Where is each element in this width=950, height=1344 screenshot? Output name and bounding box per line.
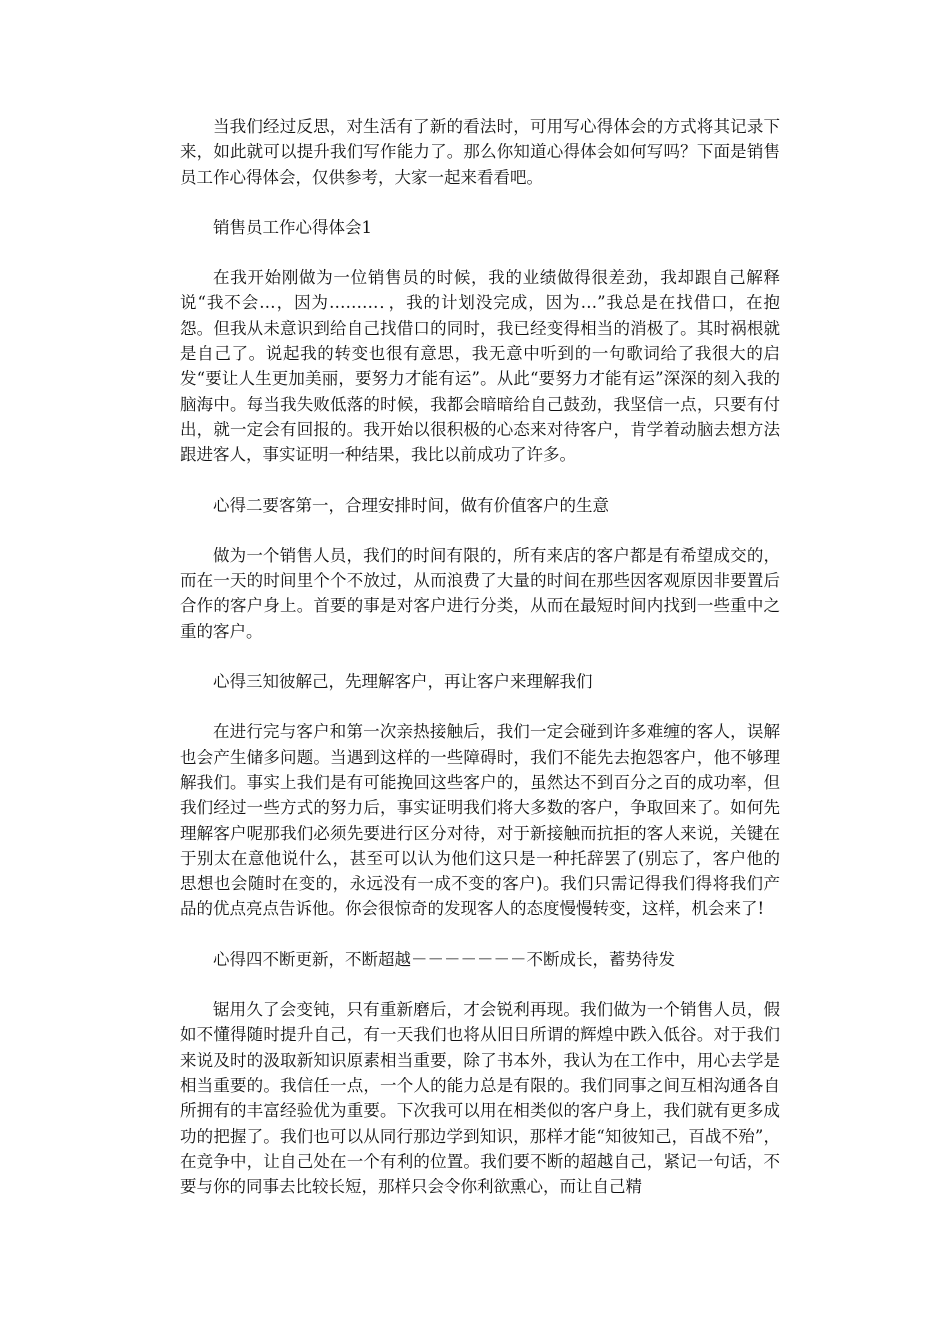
- experience-four-heading: 心得四不断更新，不断超越－－－－－－－不断成长，蓄势待发: [213, 949, 675, 969]
- experience-three-heading: 心得三知彼解己，先理解客户，再让客户来理解我们: [213, 672, 593, 692]
- section-title: 销售员工作心得体会1: [213, 217, 372, 237]
- document-body: [180, 114, 780, 1224]
- experience-one-paragraph: 在我开始刚做为一位销售员的时候，我的业绩做得很差劲，我却跟自己解释说“我不会…，因为………．，我的计划没完成，因为…”我总是在找借口，在抱怨。但我从未意识到给自己找借口的同时，我已经变得相当的消极了。其时祸根就是自己了。说起我的转变也很有意思，我无意中听到的一句歌词给了我很大的启发“要让人生更加美丽，要努力才能有运”。从此“要努力才能有运”深深的刻入我的脑海中。每当我失败低落的时候，我都会暗暗给自己鼓劲，我坚信一点，只要有付出，就一定会有回报的。我开始以很积极的心态来对待客户，肯学着动脑去想方法跟进客人，事实证明一种结果，我比以前成功了许多。: [180, 268, 780, 465]
- intro-paragraph: 当我们经过反思，对生活有了新的看法时，可用写心得体会的方式将其记录下来，如此就可以提升我们写作能力了。那么你知道心得体会如何写吗？下面是销售员工作心得体会，仅供参考，大家一起来看看吧。: [180, 117, 780, 187]
- experience-two-heading: 心得二要客第一，合理安排时间，做有价值客户的生意: [213, 495, 609, 515]
- experience-two-paragraph: 做为一个销售人员，我们的时间有限的，所有来店的客户都是有希望成交的，而在一天的时间里个个不放过，从而浪费了大量的时间在那些因客观原因非要置后合作的客户身上。首要的事是对客户进行分类，从而在最短时间内找到一些重中之重的客户。: [180, 545, 780, 641]
- experience-three-paragraph: 在进行完与客户和第一次亲热接触后，我们一定会碰到许多难缠的客人，误解也会产生储多问题。当遇到这样的一些障碍时，我们不能先去抱怨客户，他不够理解我们。事实上我们是有可能挽回这些客户的，虽然达不到百分之百的成功率，但我们经过一些方式的努力后，事实证明我们将大多数的客户，争取回来了。如何先理解客户呢那我们必须先要进行区分对待，对于新接触而抗拒的客人来说，关键在于别太在意他说什么，甚至可以认为他们这只是一种托辞罢了(别忘了，客户他的思想也会随时在变的，永远没有一成不变的客户)。我们只需记得我们得将我们产品的优点亮点告诉他。你会很惊奇的发现客人的态度慢慢转变，这样，机会来了!: [180, 722, 780, 919]
- experience-four-paragraph: 锯用久了会变钝，只有重新磨后，才会锐利再现。我们做为一个销售人员，假如不懂得随时提升自己，有一天我们也将从旧日所谓的辉煌中跌入低谷。对于我们来说及时的汲取新知识原素相当重要，除了书本外，我认为在工作中，用心去学是相当重要的。我信任一点，一个人的能力总是有限的。我们同事之间互相沟通各自所拥有的丰富经验优为重要。下次我可以用在相类似的客户身上，我们就有更多成功的把握了。我们也可以从同行那边学到知识，那样才能“知彼知己，百战不殆”，在竞争中，让自己处在一个有利的位置。我们要不断的超越自己，紧记一句话，不要与你的同事去比较长短，那样只会令你利欲熏心，而让自己精: [180, 1000, 780, 1197]
